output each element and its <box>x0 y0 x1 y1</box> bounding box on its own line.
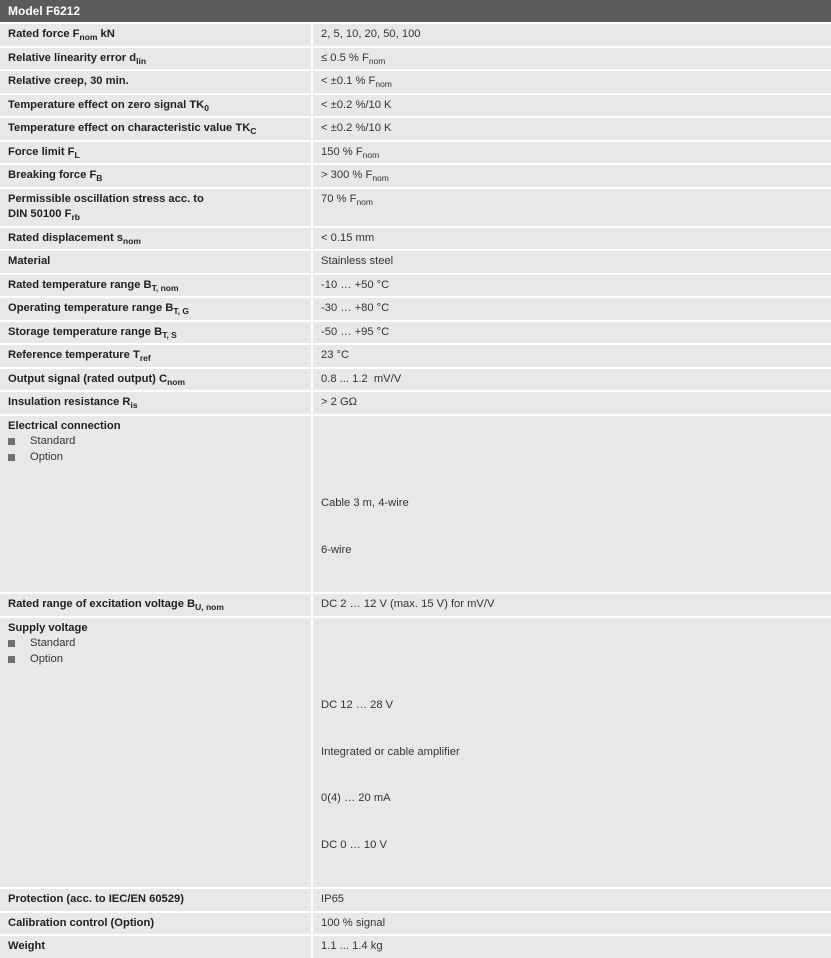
spec-value-linearity-error <box>313 48 831 70</box>
spec-label-breaking-force <box>0 165 311 187</box>
value-text: DC 2 … 12 V (max. 15 V) for mV/V <box>321 598 495 610</box>
bullet-line-option <box>8 450 303 466</box>
label-text: Insulation resistance R <box>8 396 131 408</box>
spec-value-oscillation-stress <box>313 189 831 226</box>
spec-row-supply-voltage <box>0 618 831 888</box>
spec-row-insulation-resistance <box>0 392 831 414</box>
table-header-model: Model F6212 <box>0 0 831 22</box>
label-subscript: 0 <box>204 102 209 113</box>
spec-value-weight <box>313 936 831 958</box>
value-line: 6-wire <box>321 543 352 556</box>
value-subscript: nom <box>372 173 389 184</box>
value-spacer-line <box>321 450 823 466</box>
label-line-2 <box>8 207 303 223</box>
spec-value-rated-displacement <box>313 228 831 250</box>
label-subscript: ref <box>139 353 151 364</box>
label-text: Breaking force F <box>8 169 97 181</box>
bullet-square-icon <box>8 454 15 461</box>
spec-row-rated-temperature-range <box>0 275 831 297</box>
spec-value-operating-temperature-range <box>313 298 831 320</box>
value-text: > 300 % F <box>321 169 373 181</box>
value-text: < ±0.1 % F <box>321 75 376 87</box>
label-subscript: T, G <box>173 306 189 317</box>
spec-row-temp-effect-characteristic <box>0 118 831 140</box>
label-text: Storage temperature range B <box>8 325 163 338</box>
label-text: Relative linearity error d <box>8 51 137 64</box>
spec-row-force-limit <box>0 142 831 164</box>
spec-row-temp-effect-zero <box>0 95 831 117</box>
spec-label-supply-voltage <box>0 618 311 888</box>
spec-label-oscillation-stress <box>0 189 311 226</box>
spec-value-rated-temperature-range <box>313 275 831 297</box>
label-text: Rated displacement s <box>8 231 124 244</box>
label-text: Rated range of excitation voltage B <box>8 598 196 610</box>
spec-value-protection <box>313 889 831 911</box>
spec-value-electrical-connection <box>313 416 831 593</box>
value-text: < 0.15 mm <box>321 231 375 244</box>
label-subscript: U, nom <box>195 602 224 613</box>
spec-row-electrical-connection <box>0 416 831 593</box>
spec-value-calibration-control <box>313 913 831 935</box>
label-text: Weight <box>8 940 46 952</box>
label-subscript: L <box>74 149 80 160</box>
spec-row-excitation-voltage <box>0 594 831 616</box>
spec-value-material <box>313 251 831 273</box>
bullet-square-icon <box>8 656 15 663</box>
bullet-square-icon <box>8 640 15 647</box>
value-text: -50 … +95 °C <box>321 325 390 338</box>
spec-label-rated-force <box>0 24 311 46</box>
label-subscript: C <box>250 126 257 137</box>
value-subscript: nom <box>362 149 380 160</box>
value-text: 150 % F <box>321 145 363 158</box>
label-subscript: T, S <box>162 329 177 340</box>
spec-label-rated-temperature-range <box>0 275 311 297</box>
spec-label-temp-effect-zero <box>0 95 311 117</box>
value-text: 100 % signal <box>321 916 386 929</box>
spec-label-rated-displacement <box>0 228 311 250</box>
spec-label-weight <box>0 936 311 958</box>
value-line: 0(4) … 20 mA <box>321 792 391 804</box>
spec-label-linearity-error <box>0 48 311 70</box>
spec-row-breaking-force <box>0 165 831 187</box>
value-subscript: nom <box>356 196 373 207</box>
label-subscript: is <box>130 400 138 411</box>
label-text: Temperature effect on zero signal TK <box>8 98 205 111</box>
spec-label-relative-creep <box>0 71 311 93</box>
value-text: 23 °C <box>321 349 350 361</box>
value-line: Integrated or cable amplifier <box>321 745 460 758</box>
spec-label-protection <box>0 889 311 911</box>
bullet-line-standard <box>8 636 303 652</box>
spec-label-force-limit <box>0 142 311 164</box>
spec-row-output-signal <box>0 369 831 391</box>
value-text: < ±0.2 %/10 K <box>321 98 392 111</box>
spec-label-insulation-resistance <box>0 392 311 414</box>
value-line: DC 0 … 10 V <box>321 838 387 851</box>
spec-row-operating-temperature-range <box>0 298 831 320</box>
value-subscript: nom <box>368 55 386 66</box>
bullet-label: Option <box>30 450 63 463</box>
spec-row-calibration-control <box>0 913 831 935</box>
value-line: DC 12 … 28 V <box>321 699 394 711</box>
label-text: Operating temperature range B <box>8 302 174 314</box>
label-text: DIN 50100 F <box>8 208 72 220</box>
value-text: -30 … +80 °C <box>321 302 390 314</box>
spec-label-temp-effect-characteristic <box>0 118 311 140</box>
spec-row-rated-force <box>0 24 831 46</box>
label-tail: kN <box>97 28 115 40</box>
value-text: < ±0.2 %/10 K <box>321 122 392 134</box>
label-text: Rated force F <box>8 28 80 40</box>
label-text: Relative creep, 30 min. <box>8 75 129 87</box>
label-text: Temperature effect on characteristic value TK <box>8 122 251 134</box>
spec-value-insulation-resistance <box>313 392 831 414</box>
label-subscript: nom <box>167 376 186 387</box>
spec-value-storage-temperature-range <box>313 322 831 344</box>
label-subscript: B <box>96 173 103 184</box>
spec-label-reference-temperature <box>0 345 311 367</box>
bullet-label: Option <box>30 652 63 665</box>
label-text: Output signal (rated output) C <box>8 372 168 385</box>
spec-label-material <box>0 251 311 273</box>
bullet-square-icon <box>8 438 15 445</box>
spec-row-rated-displacement <box>0 228 831 250</box>
value-spacer-line <box>321 652 823 668</box>
group-title: Supply voltage <box>8 621 88 634</box>
label-text: Rated temperature range B <box>8 278 152 291</box>
value-text: -10 … +50 °C <box>321 278 390 291</box>
spec-value-relative-creep <box>313 71 831 93</box>
spec-value-breaking-force <box>313 165 831 187</box>
value-text: 70 % F <box>321 192 357 205</box>
value-text: IP65 <box>321 893 345 905</box>
value-text: 0.8 ... 1.2 mV/V <box>321 372 402 385</box>
label-text: Protection (acc. to IEC/EN 60529) <box>8 893 184 905</box>
value-text: 2, 5, 10, 20, 50, 100 <box>321 28 421 40</box>
label-subscript: nom <box>79 32 98 43</box>
spec-value-reference-temperature <box>313 345 831 367</box>
value-subscript: nom <box>375 79 392 90</box>
label-subscript: rb <box>71 212 80 223</box>
label-subscript: T, nom <box>151 282 179 293</box>
spec-row-relative-creep <box>0 71 831 93</box>
value-text: Stainless steel <box>321 255 394 267</box>
bullet-line-standard <box>8 434 303 450</box>
value-text: 1.1 ... 1.4 kg <box>321 940 383 952</box>
spec-label-electrical-connection <box>0 416 311 593</box>
spec-row-reference-temperature <box>0 345 831 367</box>
spec-value-supply-voltage <box>313 618 831 888</box>
value-line: Cable 3 m, 4-wire <box>321 497 409 509</box>
spec-row-storage-temperature-range <box>0 322 831 344</box>
spec-row-linearity-error <box>0 48 831 70</box>
bullet-line-option <box>8 652 303 668</box>
spec-label-excitation-voltage <box>0 594 311 616</box>
spec-row-weight <box>0 936 831 958</box>
group-title: Electrical connection <box>8 419 121 432</box>
spec-value-force-limit <box>313 142 831 164</box>
spec-label-storage-temperature-range <box>0 322 311 344</box>
spec-label-output-signal <box>0 369 311 391</box>
bullet-label: Standard <box>30 435 76 447</box>
bullet-label: Standard <box>30 637 76 649</box>
spec-row-oscillation-stress <box>0 189 831 226</box>
value-text: > 2 GΩ <box>321 396 358 408</box>
label-text: Reference temperature T <box>8 349 140 361</box>
spec-value-rated-force <box>313 24 831 46</box>
spec-value-temp-effect-zero <box>313 95 831 117</box>
label-line-1: Permissible oscillation stress acc. to <box>8 192 204 205</box>
label-text: Force limit F <box>8 145 75 158</box>
label-text: Calibration control (Option) <box>8 916 155 929</box>
value-text: ≤ 0.5 % F <box>321 51 369 64</box>
label-subscript: lin <box>136 55 147 66</box>
spec-label-operating-temperature-range <box>0 298 311 320</box>
spec-value-excitation-voltage <box>313 594 831 616</box>
label-subscript: nom <box>123 235 141 246</box>
spec-value-output-signal <box>313 369 831 391</box>
spec-label-calibration-control <box>0 913 311 935</box>
spec-row-protection <box>0 889 831 911</box>
spec-value-temp-effect-characteristic <box>313 118 831 140</box>
label-text: Material <box>8 255 51 267</box>
spec-row-material <box>0 251 831 273</box>
